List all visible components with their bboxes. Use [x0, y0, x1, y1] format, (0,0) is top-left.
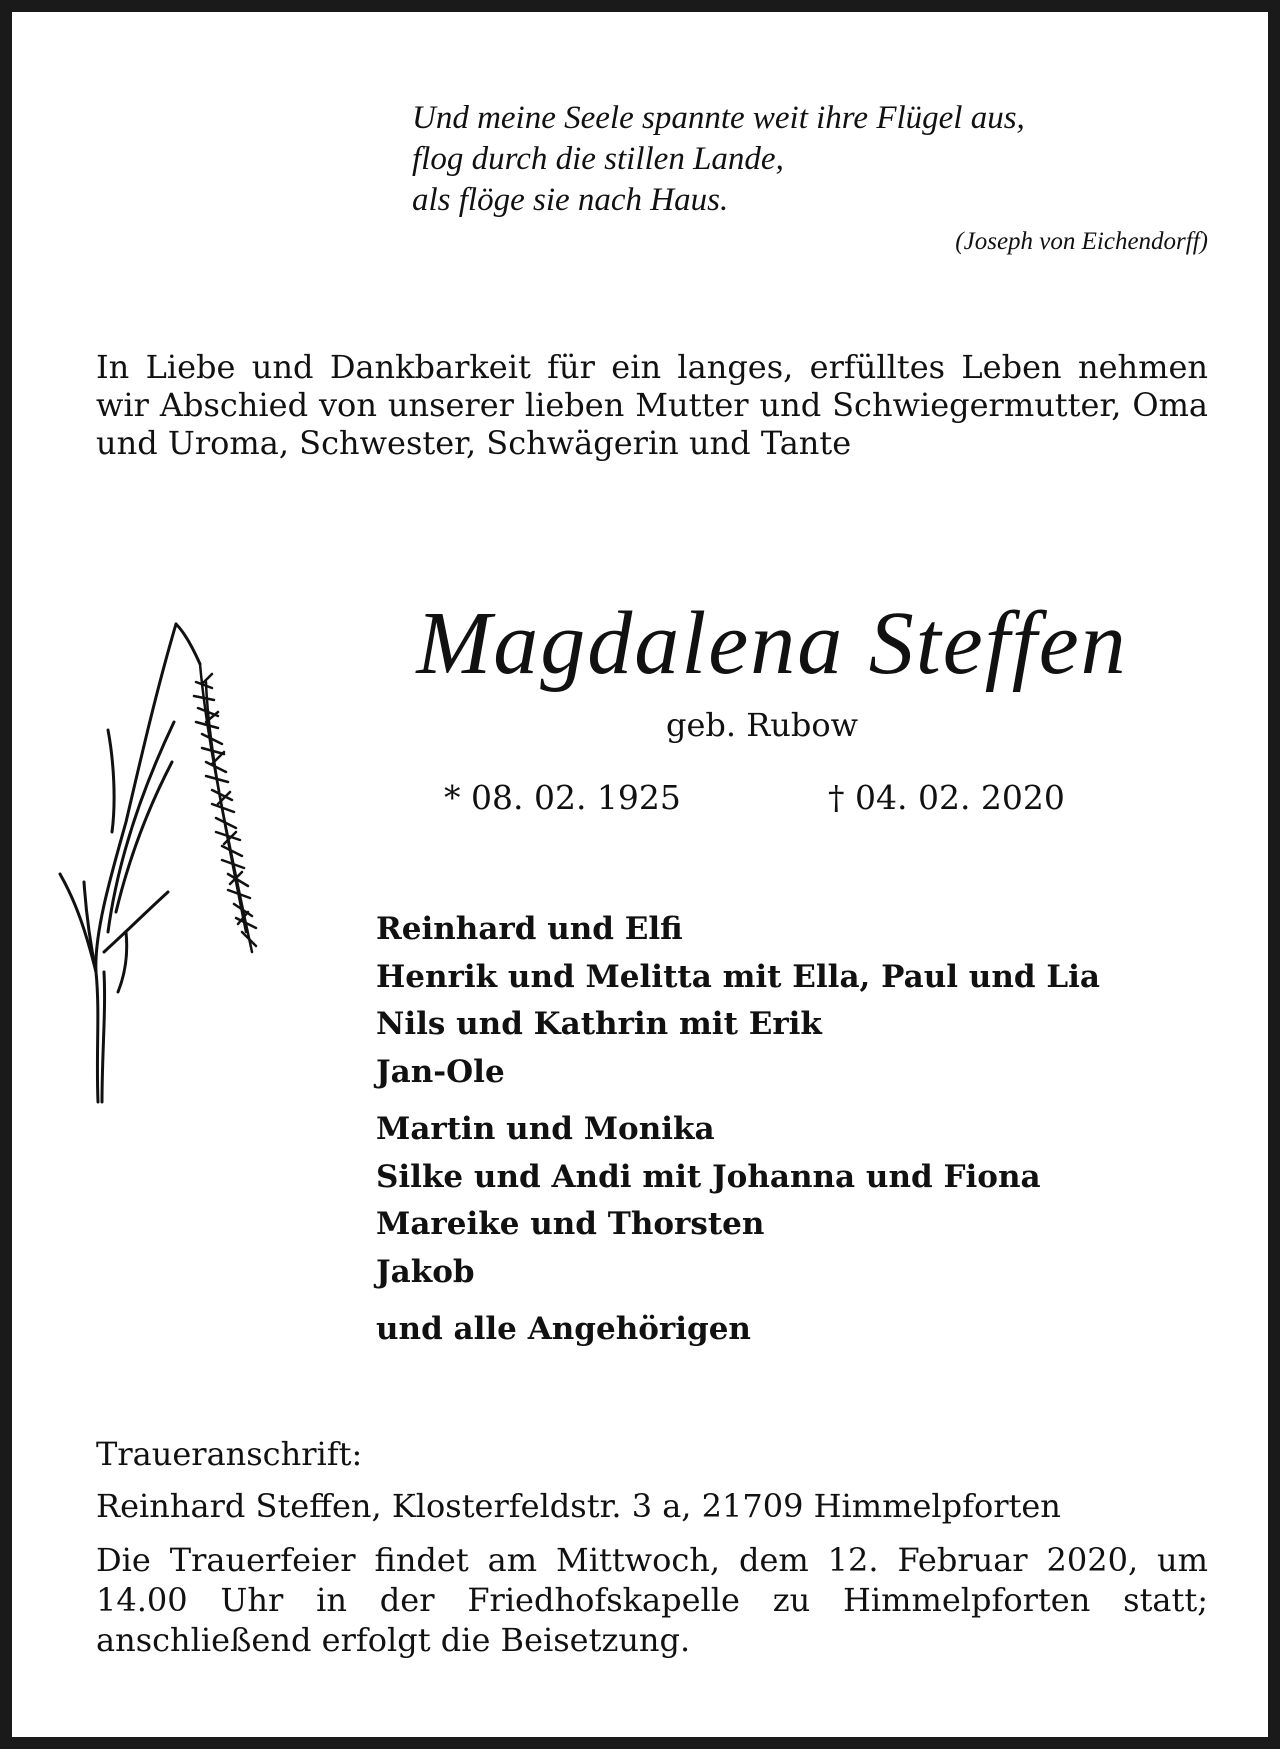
- intro-text: In Liebe und Dankbarkeit für ein langes, erfülltes Leben nehmen wir Abschied von unserer lieben Mutter und Schwiegermutter, Oma und Uroma, Schwester, Schwägerin und Tante: [96, 348, 1208, 462]
- mourner-line: Henrik und Melitta mit Ella, Paul und Lia: [376, 958, 1101, 995]
- death-date: † 04. 02. 2020: [828, 778, 1065, 817]
- mourners-list: [376, 906, 1216, 1354]
- poem-line: als flöge sie nach Haus.: [412, 182, 729, 218]
- service-details: Die Trauerfeier findet am Mittwoch, dem 12. Februar 2020, um 14.00 Uhr in der Friedhofskapelle zu Himmelpforten statt; anschließend erfolgt die Beisetzung.: [96, 1541, 1208, 1659]
- poem-quote: [412, 98, 1208, 257]
- group-spacer: [376, 1096, 1216, 1106]
- wheat-stalk-icon: [56, 612, 306, 1112]
- group-spacer: [376, 1296, 1216, 1306]
- mourner-line: Silke und Andi mit Johanna und Fiona: [376, 1158, 1041, 1195]
- mourner-line: Jan-Ole: [376, 1053, 505, 1090]
- footer-info: [96, 1434, 1208, 1660]
- mourning-address: Reinhard Steffen, Klosterfeldstr. 3 a, 21709 Himmelpforten: [96, 1487, 1061, 1525]
- mourner-line: Jakob: [376, 1253, 475, 1290]
- address-label: Traueranschrift:: [96, 1435, 363, 1473]
- poem-author: (Joseph von Eichendorff): [955, 228, 1208, 255]
- birth-date: * 08. 02. 1925: [444, 778, 681, 817]
- mourner-line: Mareike und Thorsten: [376, 1206, 765, 1242]
- mourner-line: Martin und Monika: [376, 1111, 715, 1147]
- deceased-name: Magdalena Steffen: [416, 594, 1128, 693]
- mourner-closing: und alle Angehörigen: [376, 1311, 751, 1347]
- mourner-line: Reinhard und Elfi: [376, 911, 683, 947]
- mourner-line: Nils und Kathrin mit Erik: [376, 1006, 822, 1042]
- maiden-name: geb. Rubow: [665, 706, 859, 744]
- poem-line: Und meine Seele spannte weit ihre Flügel aus,: [412, 100, 1025, 136]
- poem-line: flog durch die stillen Lande,: [412, 141, 784, 177]
